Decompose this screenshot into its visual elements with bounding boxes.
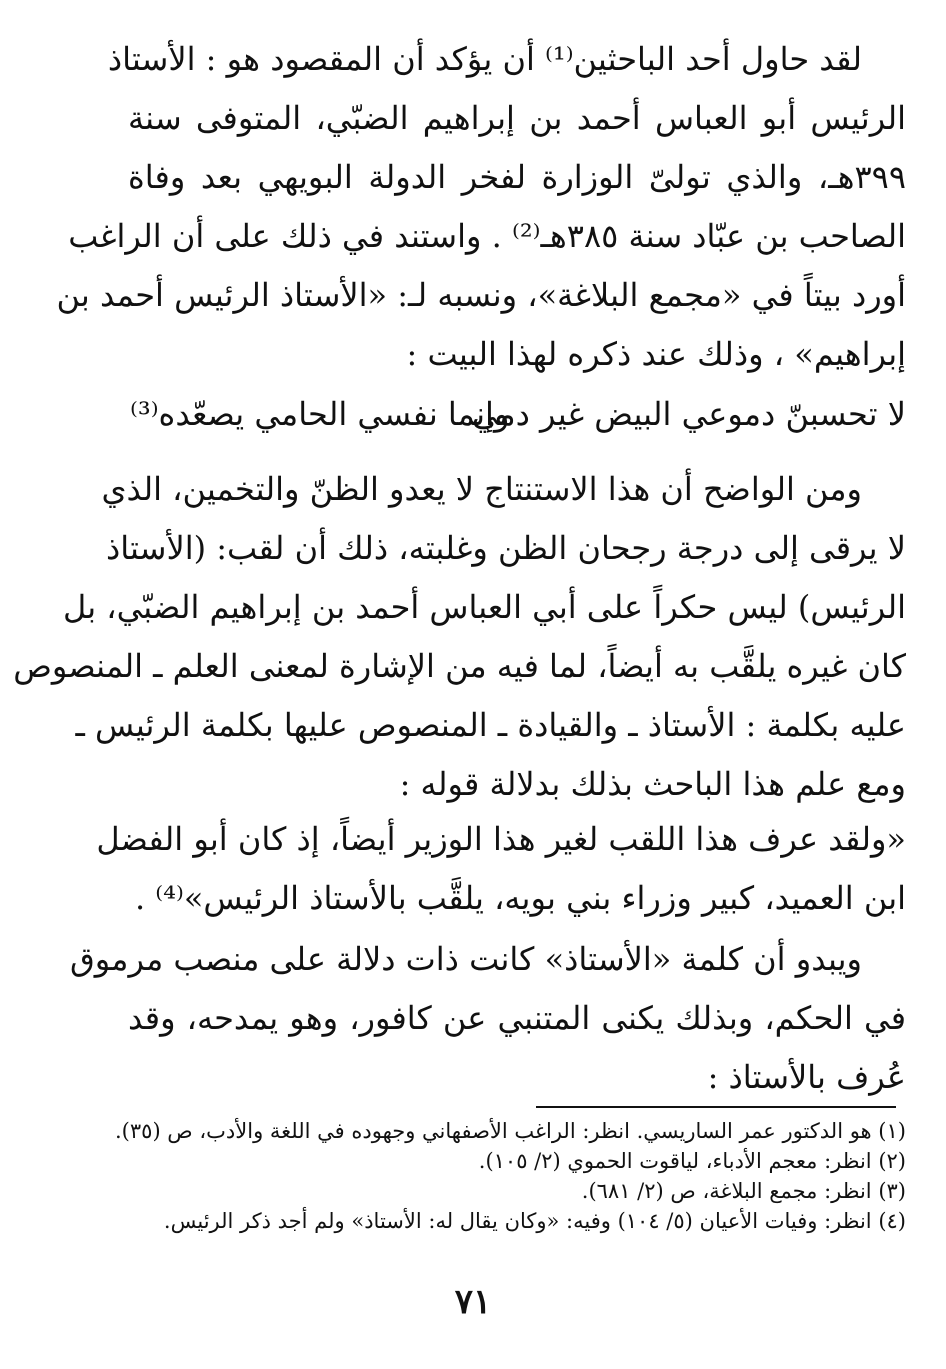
poetry-verse — [130, 385, 906, 444]
text-line: الرئيس أبو العباس أحمد بن إبراهيم الضبّي، المتوفى سنة — [128, 99, 906, 137]
paragraph-3 — [69, 930, 906, 1107]
text-line: ابن العميد، كبير وزراء بني بويه، يلقَّب بالأستاذ الرئيس»⁽⁴⁾ . — [134, 879, 906, 917]
paragraph-1 — [56, 30, 906, 384]
text-line: إبراهيم» ، وذلك عند ذكره لهذا البيت : — [406, 335, 906, 373]
page-number: ٧١ — [454, 1282, 492, 1322]
text-line: أورد بيتاً في «مجمع البلاغة»، ونسبه لـ: «الأستاذ الرئيس أحمد بن — [56, 276, 906, 314]
footnote-separator — [536, 1106, 896, 1108]
text-line: الصاحب بن عبّاد سنة ٣٨٥هـ⁽²⁾ . واستند في ذلك على أن الراغب — [68, 217, 906, 255]
text-line: كان غيره يلقَّب به أيضاً، لما فيه من الإشارة لمعنى العلم ـ المنصوص — [13, 647, 906, 685]
footnote-2: (٢) انظر: معجم الأدباء، لياقوت الحموي (٢/ ١٠٥). — [478, 1149, 906, 1173]
text-line: الرئيس) ليس حكراً على أبي العباس أحمد بن إبراهيم الضبّي، بل — [62, 588, 906, 626]
footnote-4: (٤) انظر: وفيات الأعيان (٥/ ١٠٤) وفيه: «وكان يقال له: الأستاذ» ولم أجد ذكر الرئيس. — [163, 1209, 906, 1233]
footnote-3: (٣) انظر: مجمع البلاغة، ص (٢/ ٦٨١). — [581, 1179, 906, 1203]
text-line: في الحكم، وبذلك يكنى المتنبي عن كافور، وهو يمدحه، وقد — [128, 999, 906, 1037]
text-line: لقد حاول أحد الباحثين⁽¹⁾ أن يؤكد أن المقصود هو : الأستاذ — [107, 40, 862, 78]
paragraph-2 — [13, 460, 906, 814]
quotation — [96, 810, 906, 928]
footnote-1: (١) هو الدكتور عمر الساريسي. انظر: الراغب الأصفهاني وجهوده في اللغة والأدب، ص (٣٥). — [115, 1119, 906, 1143]
text-line: ويبدو أن كلمة «الأستاذ» كانت ذات دلالة على منصب مرموق — [69, 940, 862, 978]
text-line: ومع علم هذا الباحث بذلك بدلالة قوله : — [399, 765, 906, 803]
footnotes — [115, 1116, 906, 1236]
verse-second-hemistich: وإنما نفسي الحامي يصعّده⁽³⁾ — [130, 395, 510, 433]
text-line: ٣٩٩هـ، والذي تولىّ الوزارة لفخر الدولة البويهي بعد وفاة — [128, 158, 906, 196]
text-line: عليه بكلمة : الأستاذ ـ والقيادة ـ المنصوص عليها بكلمة الرئيس ـ — [75, 706, 906, 744]
text-line: لا يرقى إلى درجة رجحان الظن وغلبته، ذلك أن لقب: (الأستاذ — [105, 529, 906, 567]
verse-first-hemistich: لا تحسبنّ دموعي البيض غير دمي — [471, 395, 906, 433]
text-line: عُرف بالأستاذ : — [707, 1058, 906, 1096]
text-line: ومن الواضح أن هذا الاستنتاج لا يعدو الظنّ والتخمين، الذي — [101, 470, 862, 508]
text-line: «ولقد عرف هذا اللقب لغير هذا الوزير أيضاً، إذ كان أبو الفضل — [96, 820, 906, 858]
